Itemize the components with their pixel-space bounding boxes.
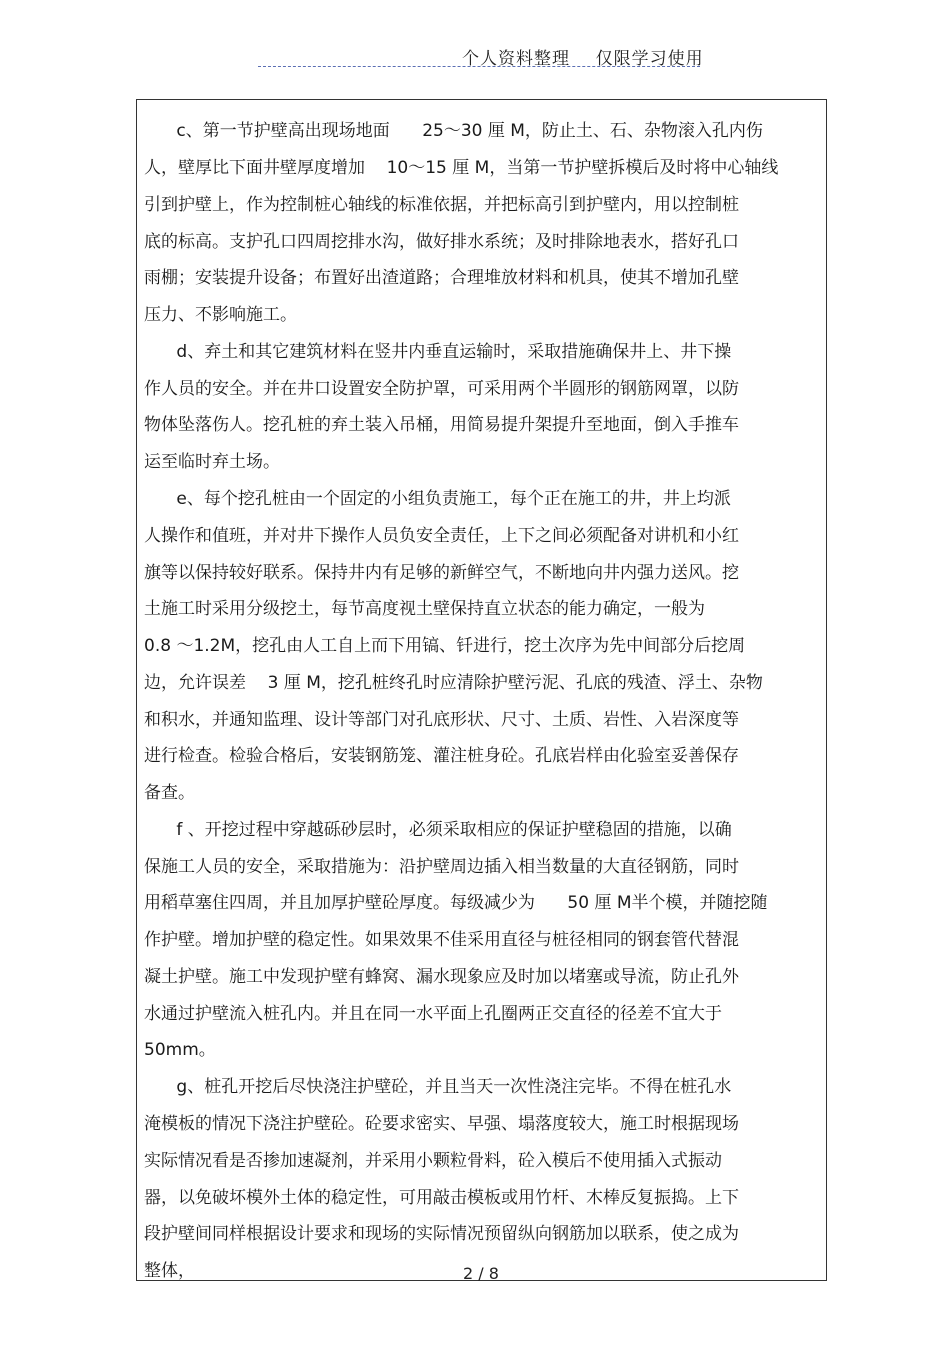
text-line: 用稻草塞住四周，并且加厚护壁砼厚度。每级减少为 50 厘 M半个模，并随挖随 <box>144 893 768 913</box>
text-line: 整体， <box>144 1261 195 1281</box>
text-line: 物体坠落伤人。挖孔桩的弃土装入吊桶，用简易提升架提升至地面，倒入手推车 <box>144 415 739 435</box>
text-line: 雨棚；安装提升设备；布置好出渣道路；合理堆放材料和机具，使其不增加孔壁 <box>144 268 739 288</box>
text-line: c、第一节护壁高出现场地面 25～30 厘 M，防止土、石、杂物滚入孔内伤 <box>144 121 763 141</box>
page-header: 个人资料整理 仅限学习使用 <box>462 49 704 69</box>
text-line: 备查。 <box>144 783 195 803</box>
text-line: 保施工人员的安全，采取措施为：沿护壁周边插入相当数量的大直径钢筋，同时 <box>144 857 739 877</box>
text-line: 0.8 ～1.2M，挖孔由人工自上而下用镐、钎进行，挖土次序为先中间部分后挖周 <box>144 636 746 656</box>
text-line: 实际情况看是否掺加速凝剂，并采用小颗粒骨料，砼入模后不使用插入式振动 <box>144 1151 722 1171</box>
text-line: 底的标高。支护孔口四周挖排水沟，做好排水系统；及时排除地表水，搭好孔口 <box>144 232 739 252</box>
text-line: 土施工时采用分级挖土，每节高度视土壁保持直立状态的能力确定，一般为 <box>144 599 705 619</box>
text-line: 旗等以保持较好联系。保持井内有足够的新鲜空气，不断地向井内强力送风。挖 <box>144 563 739 583</box>
header-divider <box>258 66 700 67</box>
page-number: 2 / 8 <box>463 1264 499 1283</box>
text-line: 人操作和值班，并对井下操作人员负安全责任，上下之间必须配备对讲机和小红 <box>144 526 739 546</box>
text-line: g、桩孔开挖后尽快浇注护壁砼，并且当天一次性浇注完毕。不得在桩孔水 <box>144 1077 732 1097</box>
text-line: 凝土护壁。施工中发现护壁有蜂窝、漏水现象应及时加以堵塞或导流，防止孔外 <box>144 967 739 987</box>
text-line: 引到护壁上，作为控制桩心轴线的标准依据，并把标高引到护壁内，用以控制桩 <box>144 195 739 215</box>
text-line: 器，以免破坏模外土体的稳定性，可用敲击模板或用竹杆、木棒反复振捣。上下 <box>144 1188 739 1208</box>
text-line: 50mm。 <box>144 1040 216 1060</box>
text-line: 和积水，并通知监理、设计等部门对孔底形状、尺寸、土质、岩性、入岩深度等 <box>144 710 739 730</box>
text-line: 段护壁间同样根据设计要求和现场的实际情况预留纵向钢筋加以联系，使之成为 <box>144 1224 739 1244</box>
text-line: d、弃土和其它建筑材料在竖井内垂直运输时，采取措施确保井上、井下操 <box>144 342 732 362</box>
text-line: 作护壁。增加护壁的稳定性。如果效果不佳采用直径与桩径相同的钢套管代替混 <box>144 930 739 950</box>
text-line: 水通过护壁流入桩孔内。并且在同一水平面上孔圈两正交直径的径差不宜大于 <box>144 1004 722 1024</box>
text-line: 淹模板的情况下浇注护壁砼。砼要求密实、早强、塌落度较大，施工时根据现场 <box>144 1114 739 1134</box>
text-line: 进行检查。检验合格后，安装钢筋笼、灌注桩身砼。孔底岩样由化验室妥善保存 <box>144 746 739 766</box>
text-line: e、每个挖孔桩由一个固定的小组负责施工，每个正在施工的井，井上均派 <box>144 489 731 509</box>
text-line: 边，允许误差 3 厘 M，挖孔桩终孔时应清除护壁污泥、孔底的残渣、浮土、杂物 <box>144 673 763 693</box>
text-line: 作人员的安全。并在井口设置安全防护罩，可采用两个半圆形的钢筋网罩，以防 <box>144 379 739 399</box>
text-line: f 、开挖过程中穿越砾砂层时，必须采取相应的保证护壁稳固的措施，以确 <box>144 820 732 840</box>
text-line: 人，壁厚比下面井壁厚度增加 10～15 厘 M，当第一节护壁拆模后及时将中心轴线 <box>144 158 779 178</box>
text-line: 压力、不影响施工。 <box>144 305 297 325</box>
text-line: 运至临时弃土场。 <box>144 452 280 472</box>
